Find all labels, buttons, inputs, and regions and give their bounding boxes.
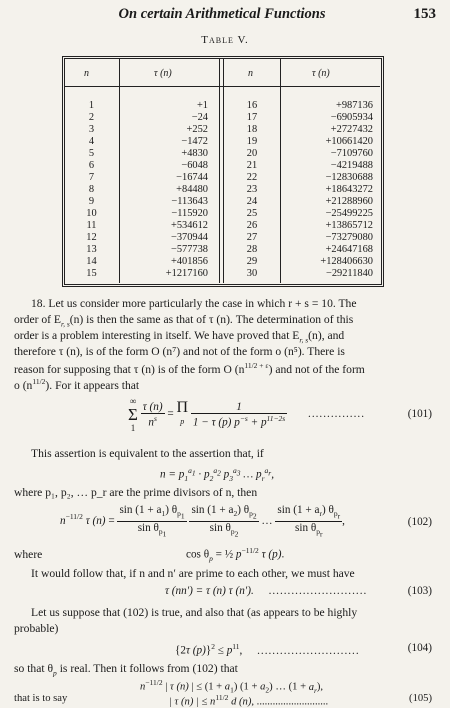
table-cell-n: 17	[246, 112, 258, 123]
table-cell-tau: +2727432	[330, 124, 373, 135]
table-cell-n: 26	[246, 220, 258, 231]
table-cell-tau: −1472	[181, 136, 208, 147]
paragraph-line: o $(n^{11/2})$. For it appears that	[14, 377, 140, 392]
paragraph-line: reason for supposing that τ (n) is of the form O $(n^{11/2 + \varepsilon})$ and not of the form	[14, 361, 365, 376]
table-cell-tau: +534612	[170, 220, 208, 231]
n-column-right	[224, 100, 280, 280]
page-header-title: On certain Arithmetical Functions	[118, 6, 326, 22]
tau-column-left	[120, 100, 208, 280]
table-cell-tau: −6048	[181, 160, 208, 171]
table-cell-tau: +252	[186, 124, 208, 135]
table-cell-n: 28	[246, 244, 258, 255]
table-cell-n: 12	[86, 232, 97, 243]
table-cell-tau: −370944	[170, 232, 208, 243]
table-cell-tau: +401856	[170, 256, 208, 267]
col-header-tau: τ (n)	[154, 68, 172, 79]
paragraph-line: This assertion is equivalent to the assertion that, if	[31, 447, 264, 460]
table-cell-tau: +1	[196, 100, 208, 111]
equation-101: ∞ Σ 1 $\frac{\tau (n)}{n^s}$ = Π p $\frac{1}{1 - \tau (p) p^{-s} + p^{11-2s}}$ ...............	[128, 396, 365, 433]
equation-number: (101)	[407, 408, 432, 420]
equation-104: {2τ $(p)\}^2 \le p^{11}$, ...........................	[175, 642, 360, 657]
paragraph-line: order is a problem interesting in itself. We have proved that $E_{r, s}(n)$, and	[14, 329, 345, 345]
paragraph-line: It would follow that, if n and n′ are prime to each other, we must have	[31, 567, 355, 580]
table-cell-n: 16	[246, 100, 258, 111]
table-cell-n: 7	[88, 172, 95, 183]
table-cell-n: 13	[86, 244, 97, 255]
paragraph-line: 18. Let us consider more particularly the case in which r + s = 10. The	[31, 297, 357, 310]
table-v	[62, 56, 384, 287]
equation-103: τ (nn′) = τ (n) τ (n′). ..........................	[165, 585, 368, 597]
table-cell-n: 24	[246, 196, 258, 207]
table-cell-tau: −25499225	[325, 208, 373, 219]
paragraph-line: so that $\theta_p$ is real. Then it follows from (102) that	[14, 662, 238, 678]
table-cell-tau: +128406630	[320, 256, 373, 267]
running-header	[8, 6, 436, 24]
table-cell-tau: −577738	[170, 244, 208, 255]
table-cell-tau: −12830688	[325, 172, 373, 183]
paragraph-line: probable)	[14, 622, 59, 635]
equation-number: (102)	[407, 516, 432, 528]
equation-number: (105)	[409, 693, 432, 704]
table-cell-n: 29	[246, 256, 258, 267]
equation-cos-theta: $\cos \theta_p$ = ½ $p^{-11/2}$ τ (p).	[186, 546, 285, 563]
table-cell-n: 3	[88, 124, 95, 135]
table-cell-n: 9	[88, 196, 95, 207]
table-cell-n: 1	[88, 100, 95, 111]
table-cell-tau: +10661420	[325, 136, 373, 147]
table-cell-n: 14	[86, 256, 97, 267]
table-cell-tau: −24	[191, 112, 208, 123]
table-cell-tau: −4219488	[330, 160, 373, 171]
paragraph-line: Let us suppose that (102) is true, and also that (as appears to be highly	[31, 606, 358, 619]
table-cell-n: 10	[86, 208, 97, 219]
tau-column-right	[281, 100, 373, 280]
table-cell-tau: +4830	[181, 148, 208, 159]
table-cell-tau: +1217160	[165, 268, 208, 279]
paragraph-line: order of $E_{r, s}(n)$ is then the same as that of τ (n). The determination of this	[14, 313, 354, 329]
table-col-rule	[219, 58, 220, 283]
table-cell-n: 21	[246, 160, 258, 171]
paragraph-line: that is to say | τ (n) | ≤ $n^{11/2}$ d (n), ...........................	[14, 693, 329, 708]
table-cell-tau: +987136	[335, 100, 373, 111]
table-caption: Table V.	[201, 34, 249, 46]
col-header-tau: τ (n)	[312, 68, 330, 79]
table-cell-n: 8	[88, 184, 95, 195]
table-cell-n: 25	[246, 208, 258, 219]
table-cell-tau: −6905934	[330, 112, 373, 123]
table-cell-n: 23	[246, 184, 258, 195]
equation-number: (103)	[407, 585, 432, 597]
paragraph-line: where	[14, 548, 43, 561]
equation-inequality: $n^{-11/2}$ | τ (n) | ≤ $(1 + a_1)$ $(1 + a_2)$ … $(1 + a_r)$,	[140, 678, 324, 695]
table-cell-n: 5	[88, 148, 95, 159]
table-cell-n: 6	[88, 160, 95, 171]
equation-102: $n^{-11/2}$ τ (n) = $\frac{\sin (1 + a_1) \theta_{p_1}}{\sin \theta_{p_1}}$ $\frac{\sin (1 + a_2) \theta_{p_2}}{\sin \theta_{p_2}}$ … $\frac{\sin (1 + a_r) \theta_{p_r}}{\sin \theta_{p_r}}$ ,	[60, 504, 345, 539]
table-cell-tau: +24647168	[325, 244, 373, 255]
paragraph-line: where p₁, p₂, … p_r are the prime divisors of n, then	[14, 486, 258, 499]
table-cell-n: 4	[88, 136, 95, 147]
table-cell-n: 27	[246, 232, 258, 243]
table-cell-tau: −7109760	[330, 148, 373, 159]
table-cell-n: 22	[246, 172, 258, 183]
equation-number: (104)	[407, 642, 432, 654]
table-cell-n: 19	[246, 136, 258, 147]
paragraph-line: therefore τ (n), is of the form O (n⁷) and not of the form o (n⁵). There is	[14, 345, 345, 358]
table-cell-tau: +21288960	[325, 196, 373, 207]
table-cell-n: 11	[86, 220, 97, 231]
table-cell-tau: −29211840	[325, 268, 373, 279]
table-header-rule	[64, 86, 380, 87]
table-cell-n: 18	[246, 124, 258, 135]
table-cell-n: 15	[86, 268, 97, 279]
col-header-n: n	[84, 68, 89, 79]
page-number: 153	[413, 6, 436, 22]
table-cell-tau: +84480	[176, 184, 208, 195]
table-cell-tau: +18643272	[325, 184, 373, 195]
table-cell-tau: −115920	[171, 208, 208, 219]
table-cell-tau: −73279080	[325, 232, 373, 243]
table-cell-tau: +13865712	[325, 220, 373, 231]
equation-n-factorization: $n = p_1^{a_1} \cdot p_2^{a_2}$ $p_3^{a_3}$ … $p_r^{a_r}$,	[160, 466, 274, 483]
col-header-n: n	[248, 68, 253, 79]
n-column-left	[64, 100, 119, 280]
table-cell-n: 2	[88, 112, 95, 123]
table-cell-n: 30	[246, 268, 258, 279]
table-cell-tau: −16744	[176, 172, 208, 183]
table-cell-n: 20	[246, 148, 258, 159]
table-cell-tau: −113643	[171, 196, 208, 207]
